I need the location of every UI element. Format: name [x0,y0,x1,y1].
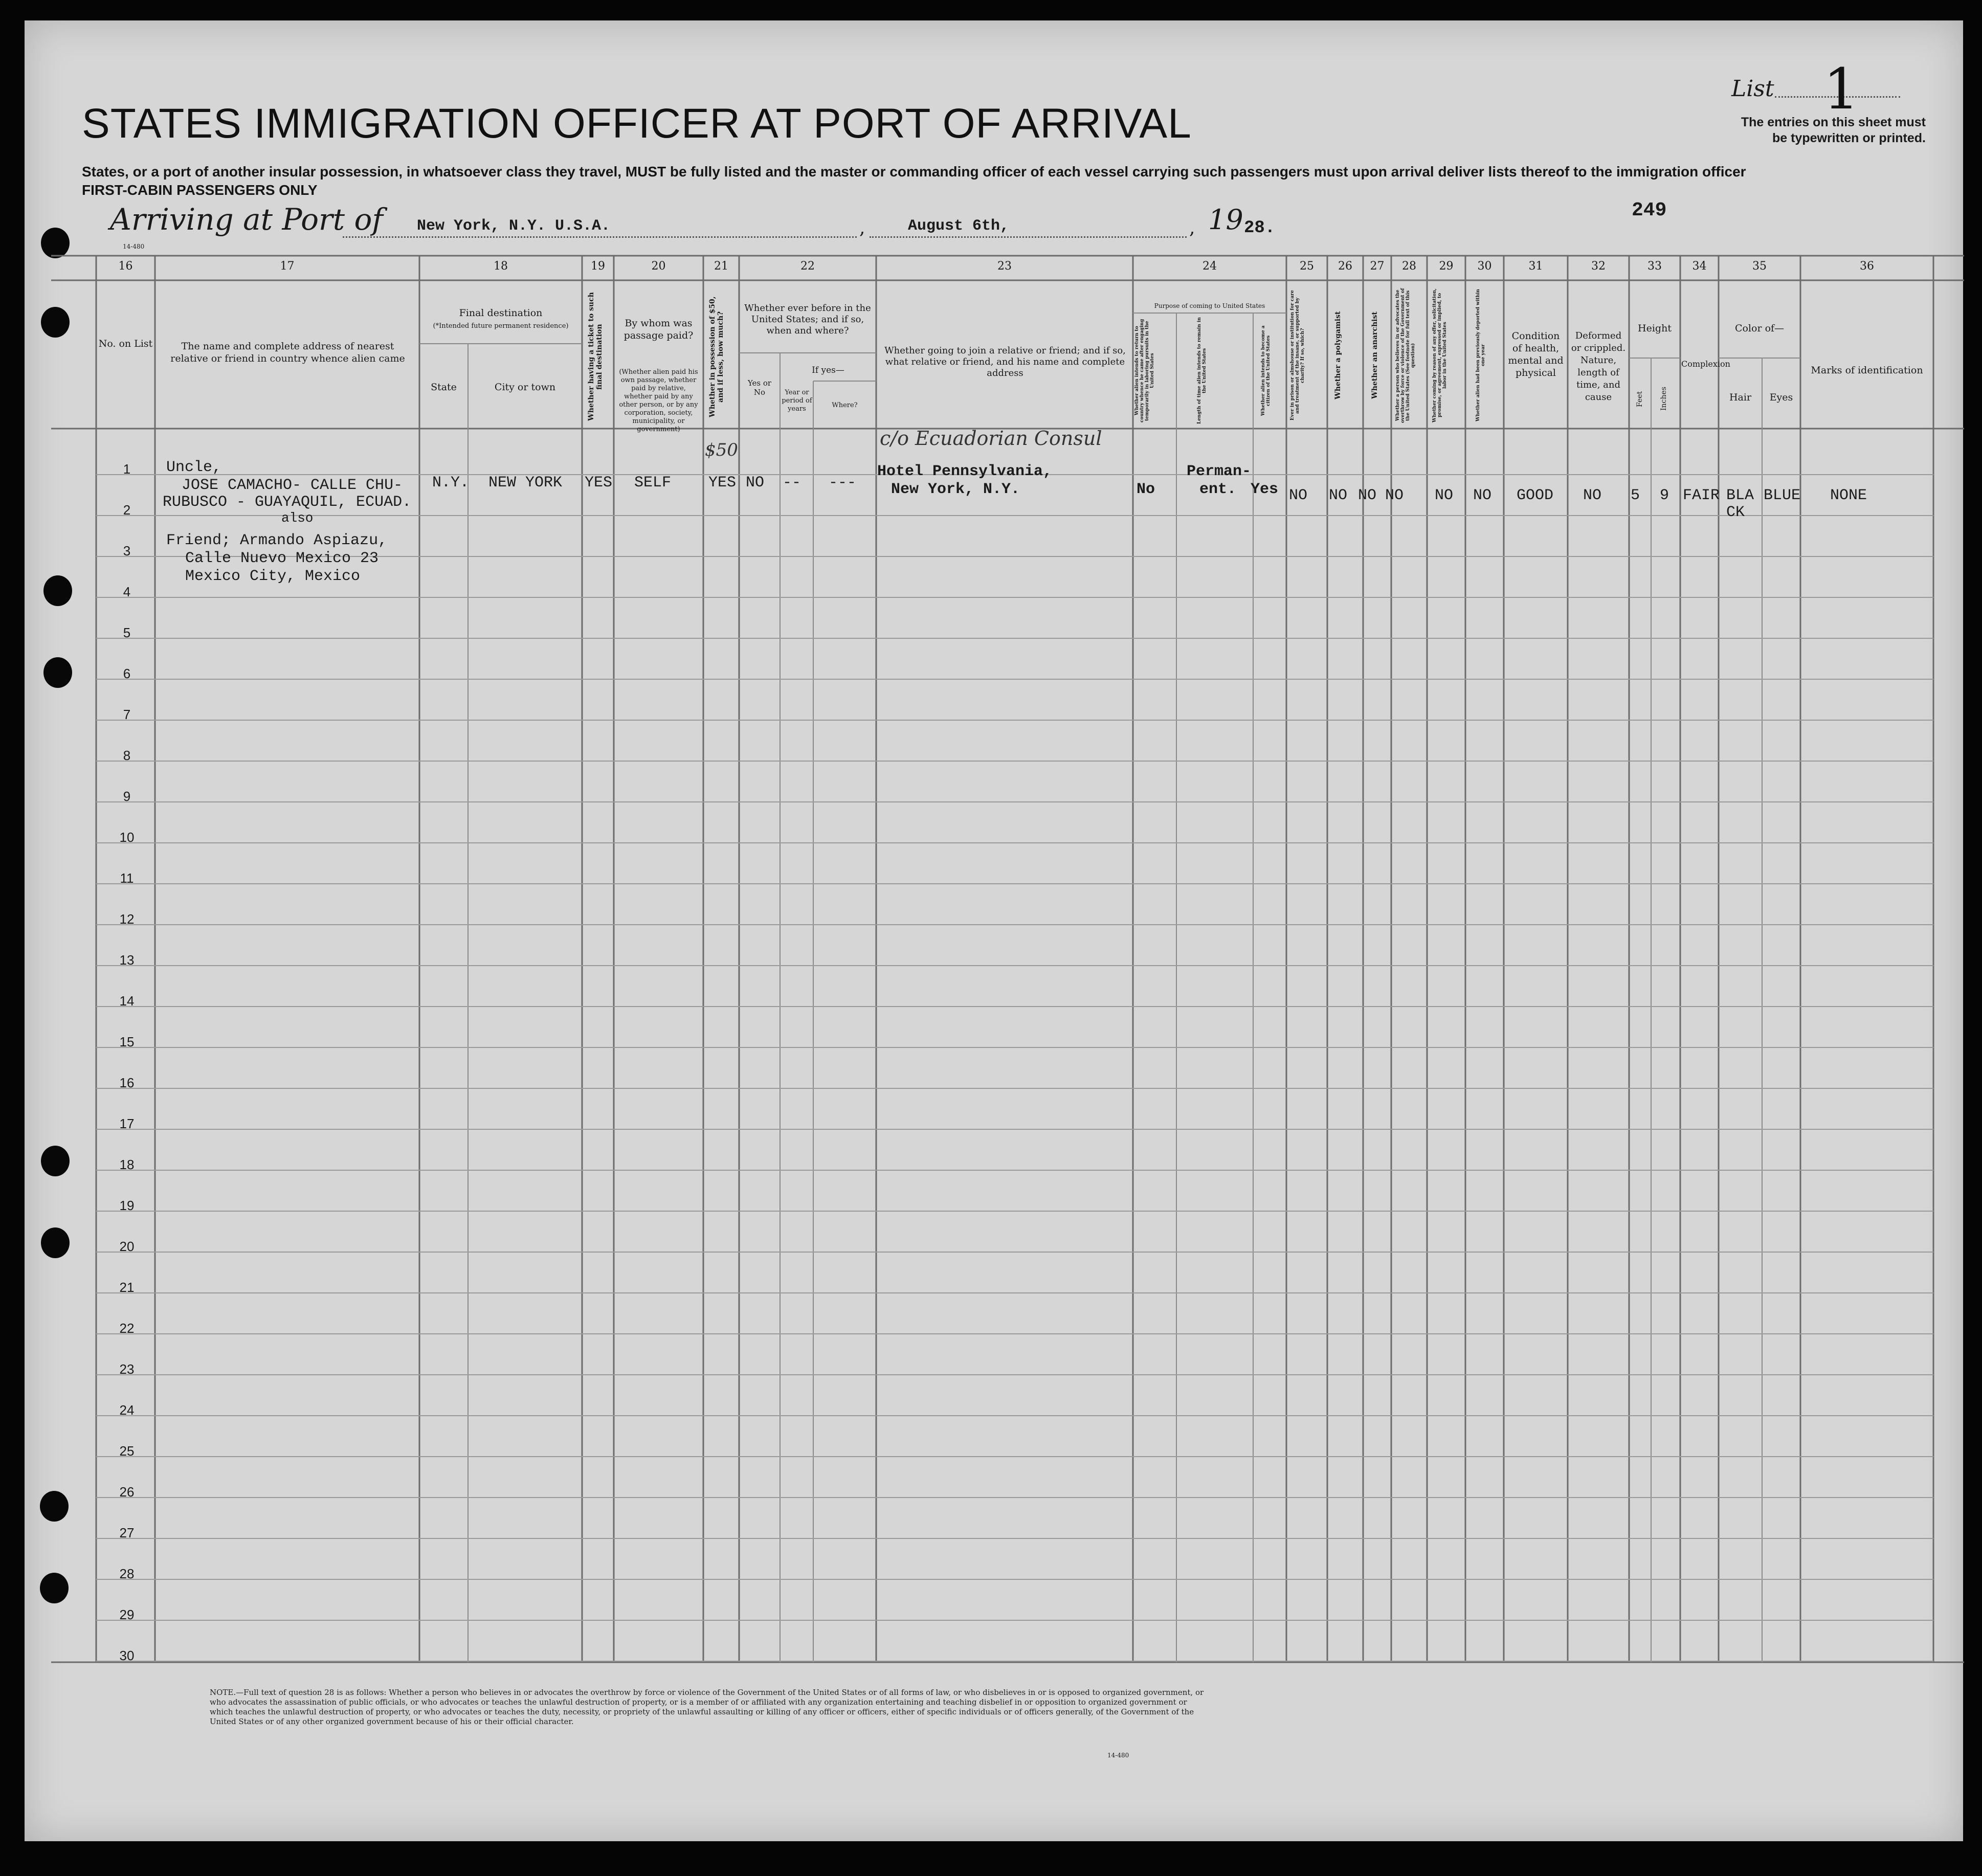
entry-inches: 9 [1660,487,1669,504]
row-number: 10 [119,830,135,845]
footnote: NOTE.—Full text of question 28 is as follows: Whether a person who believes in or advocates the overthrow by force or violence of the Government of the United States or of all forms of law, or who disbelieves in or is opposed to organized government, or who advocates the assassination of public officials, or who advocates or teaches the unlawful destruction of property, or is a member of or affiliated with any organization entertaining and teaching disbelief in or opposition to organized government or which teaches the unlawful destruction of property, or who advocates or teaches the duty, necessity, or propriety of the unlawful assaulting or killing of any officer or officers, either of specific individuals or of officers generally, of the Government of the United States or of any other organized government because of his or their official character. [210,1688,1204,1726]
arriving-label: Arriving at Port of [110,202,383,237]
entry-q29: NO [1435,487,1454,504]
row-number: 24 [119,1402,135,1418]
row-number: 28 [119,1566,135,1581]
header-q29: Whether coming by reason of any offer, solicitation, promise, or agreement, expressed or implied, to labor in the United States [1432,288,1447,423]
entry-return: No [1137,481,1155,498]
entry-q30: NO [1473,487,1492,504]
header-purpose-length: Length of time alien intends to remain in the United States [1197,317,1207,425]
column-number: 33 [1647,260,1662,273]
instruction-line: States, or a port of another insular possession, in whatsoever class they travel, MUST be fully listed and the master or commanding officer of each vessel carrying such passengers must upon arrival deliver lists thereof to the immigration officer [82,164,1746,180]
header-year-period: Year or period of years [782,389,812,413]
row-number: 17 [119,1116,135,1131]
header-eyes: Eyes [1769,392,1793,403]
row-number: 13 [119,952,135,968]
relative-line: JOSE CAMACHO- CALLE CHU- [182,477,403,494]
entry-hair: BLA [1726,487,1754,504]
entry-anarchist: NO [1358,487,1377,504]
header-q30: Whether alien had been previously deported within one year [1476,289,1486,422]
header-state: State [431,382,457,393]
entry-possession-hand: $50 [705,440,738,460]
header-where: Where? [832,401,858,409]
entry-where: --- [829,474,857,492]
relative-line: also [281,510,314,526]
column-number: 18 [494,260,508,273]
form-title: STATES IMMIGRATION OFFICER AT PORT OF ARRIVAL [82,100,1192,147]
row-number: 27 [119,1525,135,1540]
entry-marks: NONE [1830,487,1867,504]
column-number: 29 [1439,260,1454,273]
entry-joining-line: Hotel Pennsylvania, [877,463,1053,480]
header-inches: Inches [1660,387,1668,411]
relative-line: RUBUSCO - GUAYAQUIL, ECUAD. [163,494,412,511]
column-number: 28 [1402,260,1416,273]
header-final-destination: Final destination [459,307,543,319]
row-number: 23 [119,1361,135,1377]
header-passage-paid: By whom was passage paid? [623,318,694,341]
entries-note-line: The entries on this sheet must [1741,115,1926,129]
header-hair: Hair [1729,392,1752,403]
row-number: 18 [119,1157,135,1172]
entry-joining-hand: c/o Ecuadorian Consul [880,427,1102,450]
column-number: 36 [1860,260,1874,273]
form-code: 14-480 [123,243,145,250]
header-yes-no: Yes or No [747,378,772,397]
row-number: 22 [119,1321,135,1336]
row-number: 20 [119,1239,135,1254]
port-value: New York, N.Y. U.S.A. [417,217,611,235]
relative-line: Mexico City, Mexico [185,568,361,585]
row-number: 29 [119,1607,135,1622]
header-city: City or town [494,382,556,393]
comma: , [1189,217,1195,238]
column-number: 30 [1477,260,1492,273]
row-number: 26 [119,1484,135,1500]
header-prison: Ever in prison or almshouse or institution for care and treatment of the insane, or supported by charity? If so, which? [1290,290,1305,421]
list-number: 1 [1823,56,1859,122]
header-purpose: Purpose of coming to United States [1154,302,1265,309]
header-before-in-us: Whether ever before in the United States; and if so, when and where? [744,303,871,336]
entry-health: GOOD [1517,487,1554,504]
row-number: 9 [123,789,131,804]
row-number: 21 [119,1280,135,1295]
year-prefix: 19 [1208,204,1243,236]
row-number: 16 [119,1075,135,1090]
row-number: 2 [123,502,131,518]
column-number: 26 [1338,260,1352,273]
entry-length: ent. [1199,481,1237,498]
row-number: 30 [119,1648,135,1663]
header-q28: Whether a person who believes in or advocates the overthrow by force or violence of the Government of the United States (See footnote for full text of this question) [1395,288,1416,423]
entry-deformed: NO [1583,487,1602,504]
row-number: 3 [123,543,131,559]
row-number: 4 [123,584,131,599]
header-marks: Marks of identification [1811,365,1923,376]
entry-joining-line: New York, N.Y. [891,481,1020,498]
entries-note-line: be typewritten or printed. [1772,131,1926,145]
header-color-of: Color of— [1734,323,1785,334]
header-complexion: Complexion [1681,359,1730,369]
entry-before-in-us: NO [746,474,765,492]
entry-length: Perman- [1187,463,1252,480]
column-number: 24 [1202,260,1217,273]
column-number: 20 [651,260,666,273]
year-suffix: 28. [1244,218,1276,238]
header-passage-paid-note: (Whether alien paid his own passage, whether paid by relative, whether paid by any other person, or by any corporation, society, municipality, or government) [619,368,698,433]
header-joining-relative: Whether going to join a relative or friend; and if so, what relative or friend, and his name and complete address [884,345,1126,378]
row-number: 8 [123,748,131,763]
header-ticket: Whether having a ticket to such final destination [587,292,604,421]
entry-hair: CK [1726,504,1745,521]
entry-paid-by: SELF [634,474,672,492]
list-label: List [1731,76,1774,102]
row-number: 6 [123,666,131,681]
header-deformed: Deformed or crippled. Nature, length of time, and cause [1571,330,1626,403]
header-possession: Whether in possession of $50, and if less, how much? [708,296,725,417]
row-number: 15 [119,1034,135,1049]
header-health: Condition of health, mental and physical [1508,330,1564,378]
column-number: 16 [118,260,133,273]
entry-q28: NO [1385,487,1404,504]
header-polygamist: Whether a polygamist [1334,311,1342,400]
entry-city: NEW YORK [488,474,563,492]
entry-ticket: YES [585,474,613,492]
row-number: 25 [119,1443,135,1459]
page-number: 249 [1632,199,1667,221]
column-number: 25 [1300,260,1314,273]
column-number: 21 [714,260,728,273]
relative-line: Friend; Armando Aspiazu, [166,532,388,549]
entry-polygamist: NO [1329,487,1348,504]
entry-possession: YES [708,474,737,492]
footnote-code: 14-480 [1107,1752,1129,1759]
header-anarchist: Whether an anarchist [1371,311,1379,399]
column-number: 23 [997,260,1012,273]
entry-prison: NO [1289,487,1308,504]
entry-citizen: Yes [1251,481,1279,498]
row-number: 5 [123,625,131,640]
row-number: 12 [119,911,135,927]
column-number: 17 [280,260,295,273]
header-if-yes: If yes— [812,365,844,375]
row-number: 7 [123,707,131,722]
header-purpose-citizen: Whether alien intends to become a citizen of the United States [1261,325,1271,416]
entry-feet: 5 [1631,487,1640,504]
column-number: 34 [1692,260,1707,273]
entry-state: N.Y. [432,474,470,492]
header-nearest-relative: The name and complete address of nearest relative or friend in country whence alien came [170,341,405,364]
header-feet: Feet [1636,391,1644,407]
relative-line: Calle Nuevo Mexico 23 [185,550,379,567]
date-value: August 6th, [908,217,1010,235]
column-number: 32 [1591,260,1606,273]
entry-year-period: -- [783,474,801,492]
entry-eyes: BLUE [1764,487,1801,504]
column-number: 19 [591,260,605,273]
column-number: 35 [1752,260,1767,273]
column-number: 22 [800,260,815,273]
instruction-line: FIRST-CABIN PASSENGERS ONLY [82,182,318,198]
entry-complexion: FAIR [1683,487,1720,504]
column-number: 27 [1370,260,1385,273]
row-number: 1 [123,461,131,477]
header-no-on-list: No. on List [98,338,153,349]
row-number: 19 [119,1198,135,1213]
header-final-destination-note: (*Intended future permanent residence) [433,322,569,330]
row-number: 11 [120,870,134,886]
relative-line: Uncle, [166,459,222,476]
column-number: 31 [1528,260,1543,273]
row-number: 14 [119,993,135,1009]
header-height: Height [1638,323,1672,334]
comma: , [859,217,865,238]
header-purpose-return: Whether alien intends to return to country whence he came after engaging temporarily in laboring pursuits in the United States [1134,319,1155,423]
